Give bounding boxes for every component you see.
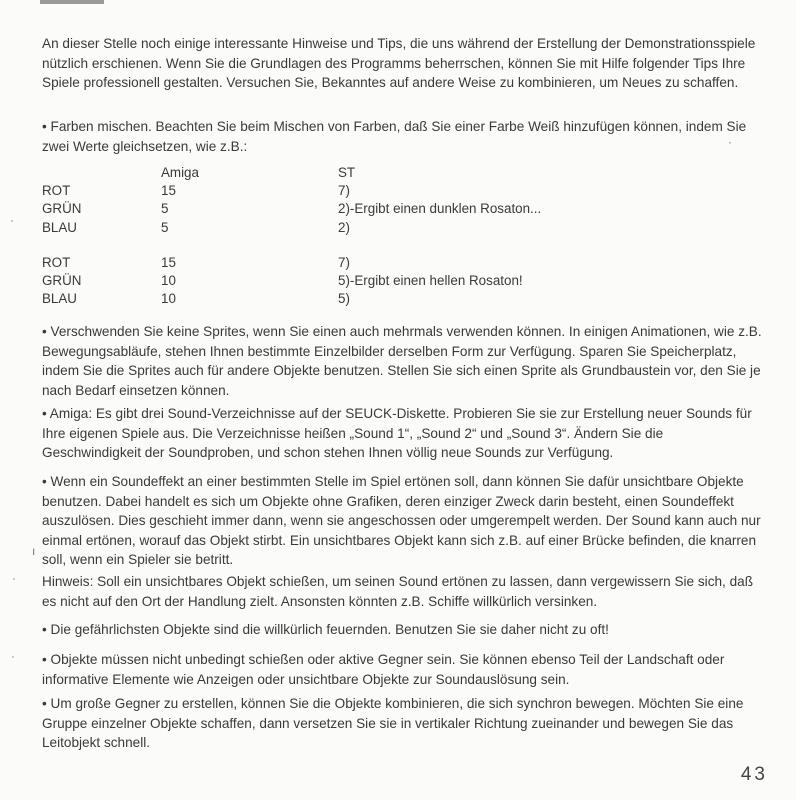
top-rule (40, 0, 104, 4)
tip-sound-paragraph: • Wenn ein Soundeffekt an einer bestimmten Stelle im Spiel ertönen soll, dann können Sie dafür unsichtbare Objekte benutzen. Dabei handelt es sich um Objekte ohne Grafiken, deren einziger Zweck darin besteht, einen Soundeffekt auszulösen. Dies geschieht immer dann, wenn sie angeschossen oder umgerempelt werden. Der Sound kann auch nur einmal ertönen, worauf das Objekt stirbt. Ein unsichtbares Objekt kann sich z.B. auf einer Brücke befinden, die knarren soll, wenn ein Spieler sie betritt. (42, 474, 761, 568)
st-value: 2) (338, 219, 350, 235)
scan-speck (12, 656, 14, 658)
scan-speck (13, 578, 15, 580)
color-name: GRÜN (42, 272, 82, 288)
table-row (42, 254, 742, 272)
tip-sprites-paragraph: • Verschwenden Sie keine Sprites, wenn Sie einen auch mehrmals verwenden können. In einigen Animationen, wie z.B. Bewegungsabläufe, stehen Ihnen bestimmte Einzelbilder derselben Form zur Verfügung. Sparen Sie Speicherplatz, indem Sie die Sprites auch für andere Objekte benutzen. Stellen Sie sich einen Sprite als Grundbaustein vor, den Sie je nach Bedarf einsetzen können. (42, 324, 762, 398)
st-value: 5) (338, 291, 350, 307)
tip-amiga-paragraph: • Amiga: Es gibt drei Sound-Verzeichnisse auf der SEUCK-Diskette. Probieren Sie sie zur Erstellung neuer Sounds für Ihre eigenen Spiele aus. Die Verzeichnisse heißen „Sound 1“, „Sound 2“ und „Sound 3“. Ändern Sie die Geschwindigkeit der Soundproben, und schon stehen Ihnen völlig neue Sounds zur Verfügung. (42, 406, 752, 461)
amiga-value: 5 (161, 201, 169, 217)
tip-colors-paragraph: • Farben mischen. Beachten Sie beim Mischen von Farben, daß Sie einer Farbe Weiß hinzufügen können, indem Sie zwei Werte gleichsetzen, wie z.B.: (42, 119, 747, 154)
tip-large-paragraph: • Um große Gegner zu erstellen, können Sie die Objekte kombinieren, die sich synchron bewegen. Möchten Sie eine Gruppe einzelner Objekte schaffen, dann versetzen Sie sie in vertikaler Richtung zueinander und bewegen Sie das Leitobjekt schnell. (42, 696, 744, 751)
color-name: BLAU (42, 291, 77, 307)
color-table (42, 164, 742, 308)
st-value: 5)-Ergibt einen hellen Rosaton! (338, 272, 523, 288)
scan-mark: ı (32, 544, 36, 558)
tip-objects-paragraph: • Objekte müssen nicht unbedingt schießen oder aktive Gegner sein. Sie können ebenso Teil der Landschaft oder informative Elemente wie Anzeigen oder unsichtbare Objekte zur Soundauslösung sein. (42, 652, 725, 687)
header-st: ST (338, 165, 356, 180)
amiga-value: 10 (161, 291, 176, 307)
st-value: 7) (338, 183, 350, 199)
st-value: 2)-Ergibt einen dunklen Rosaton... (338, 201, 542, 217)
scan-speck (11, 220, 13, 222)
table-row (42, 200, 742, 218)
color-name: GRÜN (42, 201, 82, 217)
table-gap (42, 237, 742, 254)
hint-paragraph: Hinweis: Soll ein unsichtbares Objekt schießen, um seinen Sound ertönen zu lassen, dann vergewissern Sie sich, daß es nicht auf den Ort der Handlung zielt. Ansonsten könnten z.B. Schiffe willkürlich versinken. (42, 574, 754, 609)
color-name: ROT (42, 183, 71, 199)
color-name: BLAU (42, 219, 77, 235)
table-row (42, 182, 742, 200)
table-row (42, 272, 742, 290)
page-number: 43 (740, 764, 768, 785)
header-amiga: Amiga (161, 165, 199, 180)
tip-dangerous-paragraph: • Die gefährlichsten Objekte sind die willkürlich feuernden. Benutzen Sie sie daher nicht zu oft! (42, 622, 609, 637)
amiga-value: 15 (161, 183, 176, 199)
amiga-value: 10 (161, 272, 176, 288)
color-name: ROT (42, 254, 71, 270)
st-value: 7) (338, 254, 350, 270)
scan-mark: · (728, 135, 732, 149)
table-row (42, 219, 742, 237)
amiga-value: 5 (161, 219, 169, 235)
intro-paragraph: An dieser Stelle noch einige interessante Hinweise und Tips, die uns während der Erstellung der Demonstrationsspiele nützlich erschienen. Wenn Sie die Grundlagen des Programms beherrschen, können Sie mit Hilfe folgender Tips Ihre Spiele professionell gestalten. Versuchen Sie, Bekanntes auf andere Weise zu kombinieren, um Neues zu schaffen. (42, 36, 756, 91)
table-row (42, 290, 742, 308)
amiga-value: 15 (161, 254, 176, 270)
table-header-row (42, 164, 742, 182)
